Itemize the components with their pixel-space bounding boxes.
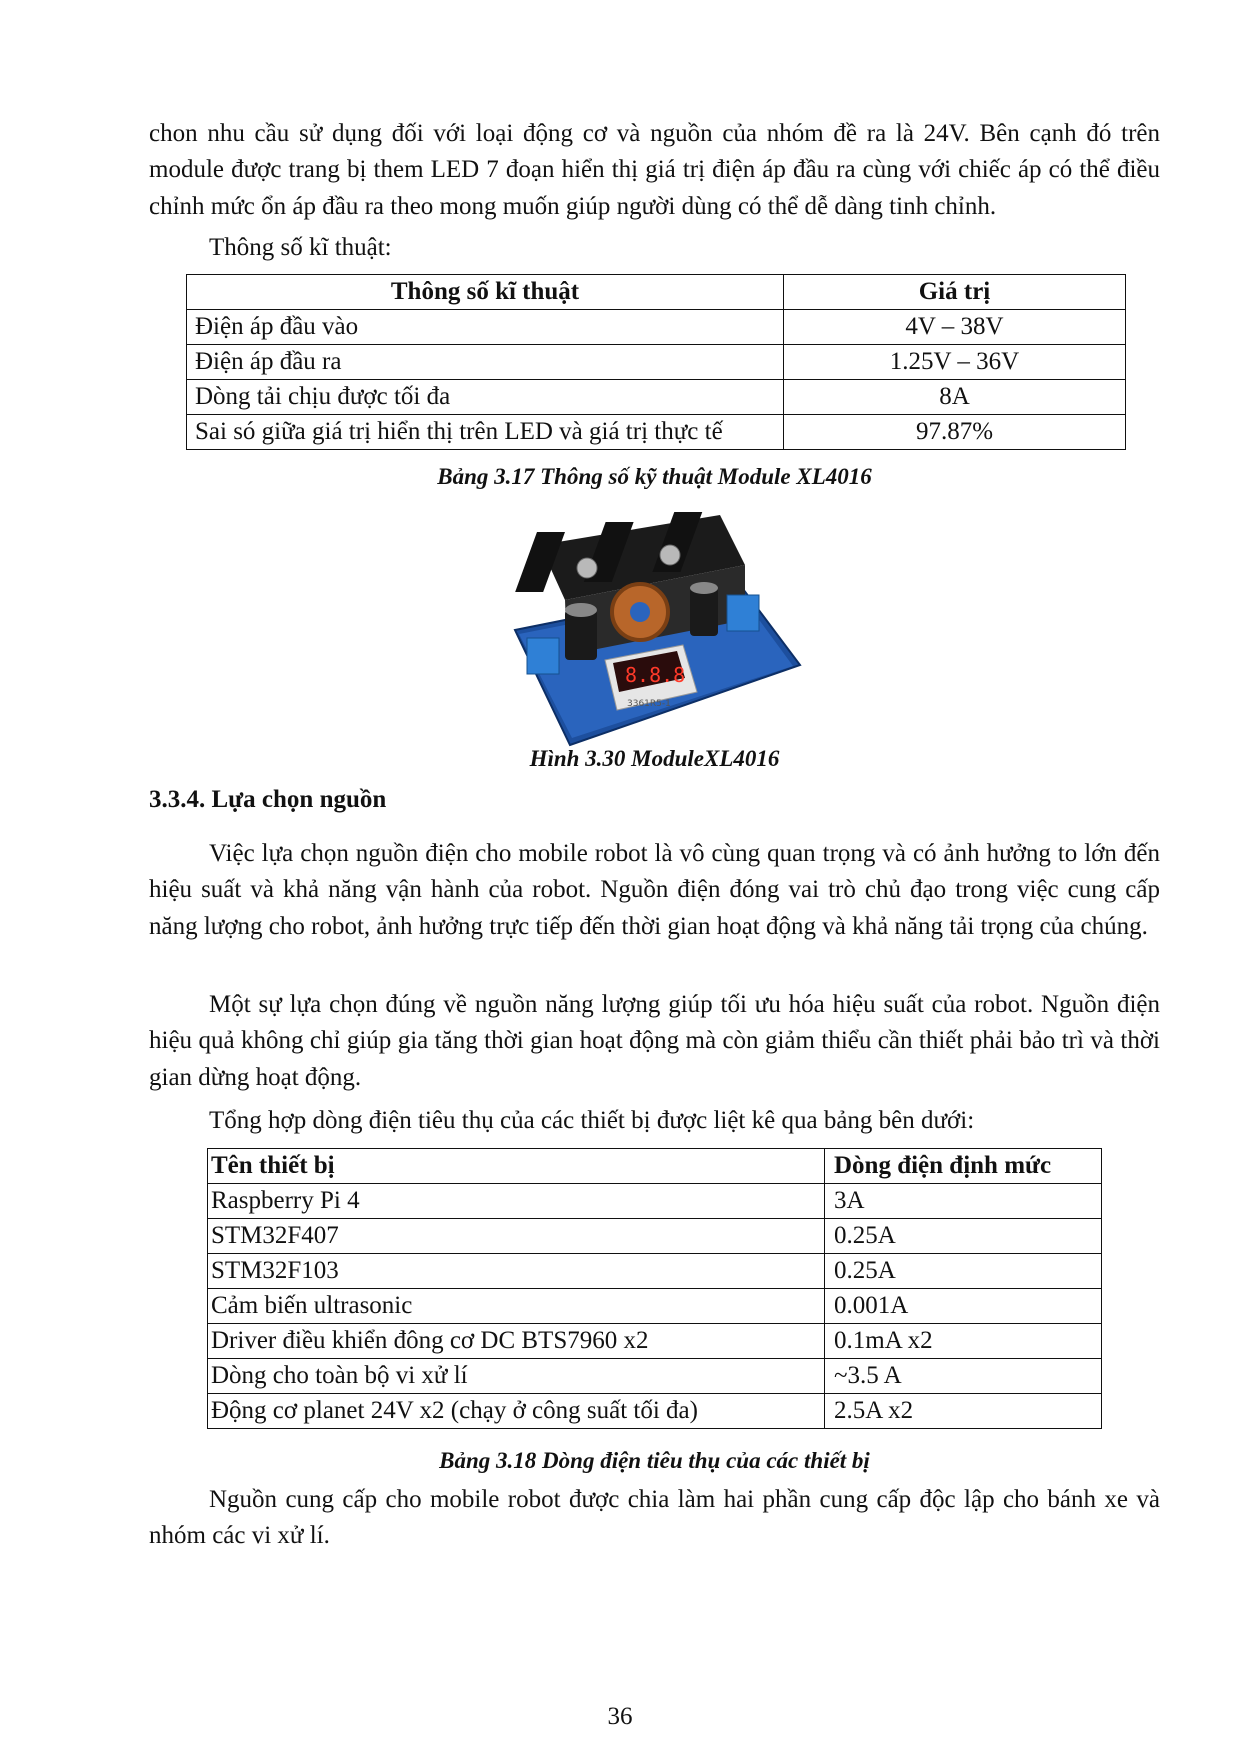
section-paragraph-2: Một sự lựa chọn đúng về nguồn năng lượng giúp tối ưu hóa hiệu suất của robot. Nguồn điện hiệu quả không chỉ giúp gia tăng thời gian hoạt động mà còn giảm thiểu cần thiết phải bảo trì và thời gian dừng hoạt động.: [149, 991, 1160, 1091]
table-cell: 0.25A: [825, 1219, 1102, 1254]
table-cell: 4V – 38V: [784, 310, 1126, 345]
table-header-row: [187, 275, 1126, 310]
section-heading: 3.3.4. Lựa chọn nguồn: [149, 786, 387, 813]
table-header-cell: Thông số kĩ thuật: [187, 275, 784, 310]
table-row: [208, 1184, 1102, 1219]
table-cell: Driver điều khiển đông cơ DC BTS7960 x2: [208, 1324, 825, 1359]
closing-paragraph: Nguồn cung cấp cho mobile robot được chia làm hai phần cung cấp độc lập cho bánh xe và nhóm các vi xử lí.: [149, 1486, 1160, 1550]
heatsink-screw: [660, 545, 680, 565]
table-cell: 1.25V – 36V: [784, 345, 1126, 380]
table-header-cell: Tên thiết bị: [208, 1149, 825, 1184]
table-row: [208, 1324, 1102, 1359]
figure-caption: Hình 3.30 ModuleXL4016: [529, 746, 780, 771]
table-cell: Điện áp đầu ra: [187, 345, 784, 380]
table-cell: STM32F407: [208, 1219, 825, 1254]
table-row: [208, 1394, 1102, 1429]
table-cell: Raspberry Pi 4: [208, 1184, 825, 1219]
table-row: [208, 1219, 1102, 1254]
spec-lead: Thông số kĩ thuật:: [209, 234, 392, 261]
heatsink-screw: [577, 558, 597, 578]
table-header-cell: Giá trị: [784, 275, 1126, 310]
page-number: 36: [607, 1703, 633, 1730]
table-header-row: [208, 1149, 1102, 1184]
capacitor-top: [565, 603, 597, 617]
table-cell: ~3.5 A: [825, 1359, 1102, 1394]
table-cell: 8A: [784, 380, 1126, 415]
toroid-core: [630, 602, 650, 622]
table-cell: 2.5A x2: [825, 1394, 1102, 1429]
table-row: [187, 345, 1126, 380]
current-table: [207, 1148, 1102, 1429]
display-label: 3361R5-1: [627, 699, 671, 709]
table-row: [208, 1254, 1102, 1289]
table-cell: 0.25A: [825, 1254, 1102, 1289]
table-row: [208, 1359, 1102, 1394]
input-terminal: [527, 638, 559, 674]
xl4016-module-image: [505, 510, 805, 750]
table-row: [187, 380, 1126, 415]
table-cell: 97.87%: [784, 415, 1126, 450]
capacitor-top: [690, 582, 718, 594]
capacitor: [690, 588, 718, 636]
table-row: [187, 310, 1126, 345]
spec-table: [186, 274, 1126, 450]
output-terminal: [727, 595, 759, 631]
table-caption: Bảng 3.17 Thông số kỹ thuật Module XL4016: [437, 464, 872, 489]
table-cell: Động cơ planet 24V x2 (chạy ở công suất tối đa): [208, 1394, 825, 1429]
table-cell: 3A: [825, 1184, 1102, 1219]
intro-paragraph: chon nhu cầu sử dụng đối với loại động cơ và nguồn của nhóm đề ra là 24V. Bên cạnh đó trên module được trang bị them LED 7 đoạn hiển thị giá trị điện áp đầu ra cùng với chiếc áp có thể điều chỉnh mức ổn áp đầu ra theo mong muốn giúp người dùng có thể dễ dàng tinh chỉnh.: [149, 120, 1160, 220]
table-header-cell: Dòng điện định mức: [825, 1149, 1102, 1184]
table-cell: Điện áp đầu vào: [187, 310, 784, 345]
table-row: [208, 1289, 1102, 1324]
section-paragraph-1: Việc lựa chọn nguồn điện cho mobile robot là vô cùng quan trọng và có ảnh hưởng to lớn đến hiệu suất và khả năng vận hành của robot. Nguồn điện đóng vai trò chủ đạo trong việc cung cấp năng lượng cho robot, ảnh hưởng trực tiếp đến thời gian hoạt động và khả năng tải trọng của chúng.: [149, 840, 1160, 940]
table-cell: Dòng tải chịu được tối đa: [187, 380, 784, 415]
table-cell: Cảm biến ultrasonic: [208, 1289, 825, 1324]
table-cell: Dòng cho toàn bộ vi xử lí: [208, 1359, 825, 1394]
table-cell: 0.001A: [825, 1289, 1102, 1324]
table-cell: 0.1mA x2: [825, 1324, 1102, 1359]
capacitor: [565, 610, 597, 660]
table-cell: STM32F103: [208, 1254, 825, 1289]
table-caption: Bảng 3.18 Dòng điện tiêu thụ của các thiết bị: [439, 1448, 870, 1473]
section-paragraph-3: Tổng hợp dòng điện tiêu thụ của các thiết bị được liệt kê qua bảng bên dưới:: [209, 1107, 975, 1134]
led-digits: 8.8.8: [625, 663, 686, 687]
table-cell: Sai só giữa giá trị hiển thị trên LED và giá trị thực tế: [187, 415, 784, 450]
table-row: [187, 415, 1126, 450]
